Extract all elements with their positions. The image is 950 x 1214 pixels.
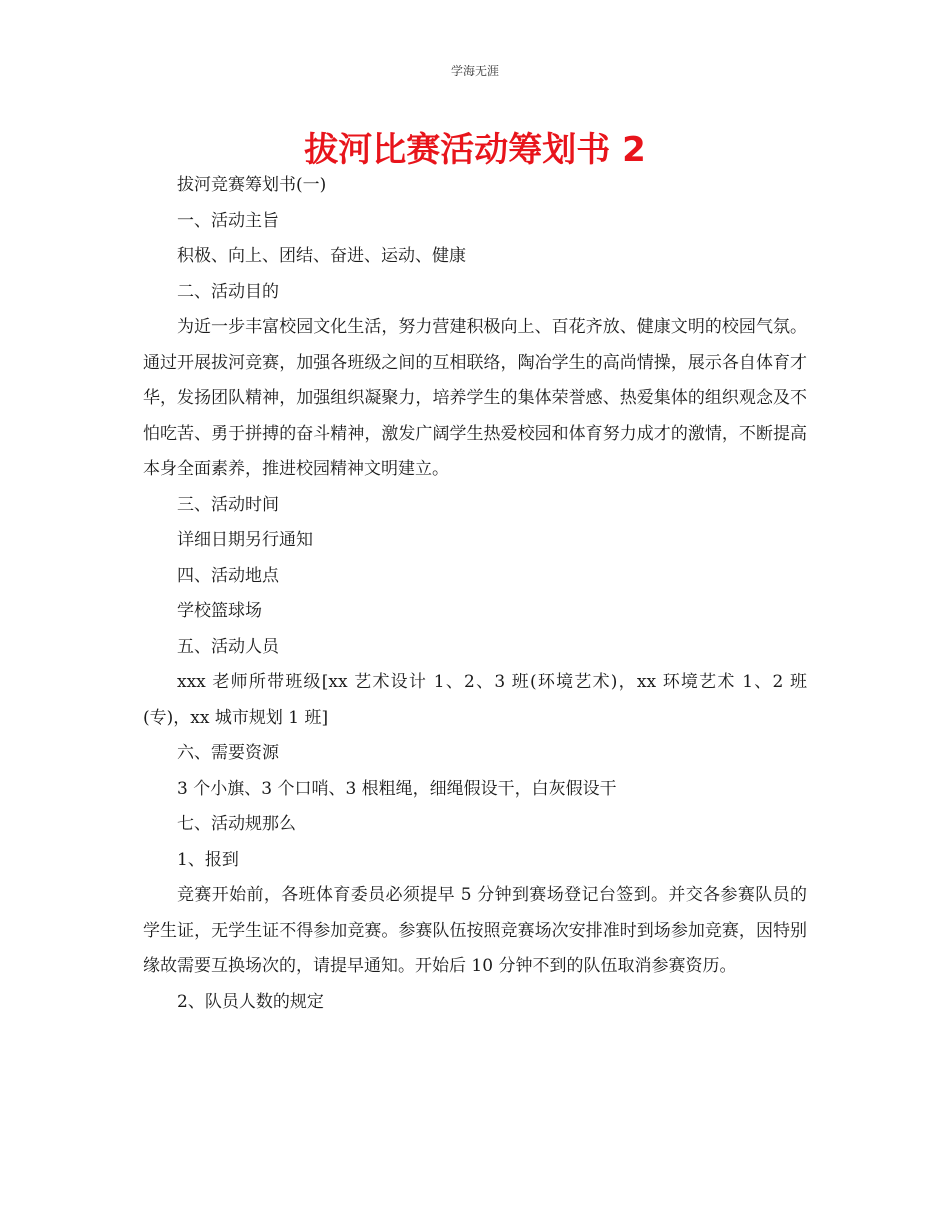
section-heading: 四、活动地点 <box>177 565 279 586</box>
document-body <box>143 168 807 1020</box>
paragraph: 详细日期另行通知 <box>177 530 313 550</box>
paragraph: 拔河竞赛筹划书(一) <box>177 175 327 195</box>
paragraph: 为近一步丰富校园文化生活，努力营建积极向上、百花齐放、健康文明的校园气氛。通过开展拔河竞赛，加强各班级之间的互相联络，陶冶学生的高尚情操，展示各自体育才华，发扬团队精神，加强组织凝聚力，培养学生的集体荣誉感、热爱集体的组织观念及不怕吃苦、勇于拼搏的奋斗精神，激发广阔学生热爱校园和体育努力成才的激情，不断提高本身全面素养，推进校园精神文明建立。 <box>143 317 807 479</box>
document-title: 拔河比赛活动筹划书 2 <box>304 130 646 170</box>
section-heading: 七、活动规那么 <box>177 814 296 834</box>
section-heading: 五、活动人员 <box>177 636 279 657</box>
header-note: 学海无涯 <box>450 64 499 78</box>
paragraph: 3 个小旗、3 个口哨、3 根粗绳，细绳假设干，白灰假设干 <box>177 778 617 799</box>
section-heading: 三、活动时间 <box>177 494 279 515</box>
paragraph: xxx 老师所带班级[xx 艺术设计 1、2、3 班(环境艺术)，xx 环境艺术 1、2 班(专)，xx 城市规划 1 班] <box>143 672 807 728</box>
subsection-heading: 1、报到 <box>177 849 239 870</box>
subsection-heading: 2、队员人数的规定 <box>177 991 324 1012</box>
paragraph: 竞赛开始前，各班体育委员必须提早 5 分钟到赛场登记台签到。并交各参赛队员的学生证，无学生证不得参加竞赛。参赛队伍按照竞赛场次安排准时到场参加竞赛，因特别缘故需要互换场次的，请提早通知。开始后 10 分钟不到的队伍取消参赛资历。 <box>143 885 807 976</box>
section-heading: 二、活动目的 <box>177 281 279 302</box>
section-heading: 一、活动主旨 <box>177 210 279 231</box>
paragraph: 学校篮球场 <box>177 601 262 621</box>
section-heading: 六、需要资源 <box>177 743 279 763</box>
paragraph: 积极、向上、团结、奋进、运动、健康 <box>177 246 466 266</box>
